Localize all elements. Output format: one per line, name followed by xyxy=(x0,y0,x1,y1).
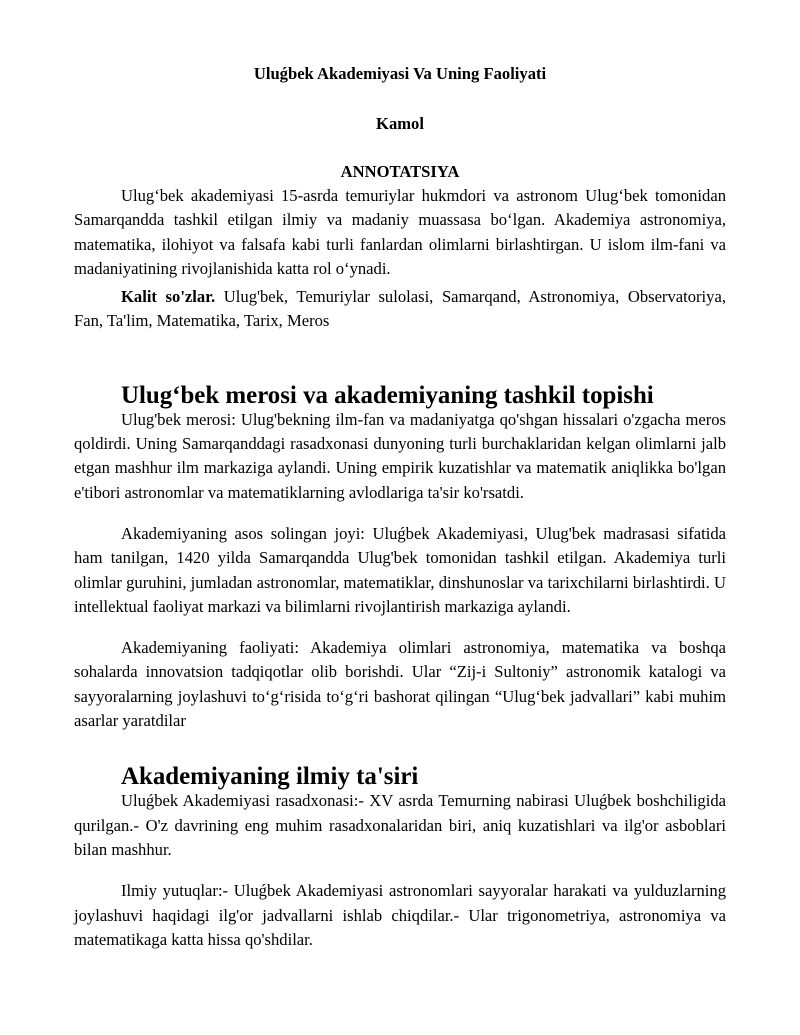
section-heading-scientific-impact: Akademiyaning ilmiy ta'siri xyxy=(121,763,419,791)
section-paragraph: Akademiyaning faoliyati: Akademiya olimlari astronomiya, matematika va boshqa sohalarda innovatsion tadqiqotlar olib borishdi. Ular “Zij-i Sultoniy” astronomik katalogi va sayyoralarning joylashuvi to‘g‘risida to‘g‘ri bashorat qilingan “Ulug‘bek jadvallari” kabi muhim asarlar yaratdilar xyxy=(74,638,726,731)
keywords-label: Kalit so'zlar. xyxy=(121,287,216,307)
section-paragraph: Akademiyaning asos solingan joyi: Uluǵbek Akademiyasi, Ulug'bek madrasasi sifatida ham tanilgan, 1420 yilda Samarqandda Ulug'bek tomonidan tashkil etilgan. Akademiya turli olimlar guruhini, jumladan astronomlar, matematiklar, dinshunoslar va tarixchilarni birlashtirdi. U intellektual faoliyat markazi va bilimlarni rivojlantirish markaziga aylandi. xyxy=(74,523,726,616)
annotation-heading: ANNOTATSIYA xyxy=(340,162,460,181)
keywords-paragraph xyxy=(74,285,726,334)
section-paragraph: Ilmiy yutuqlar:- Uluǵbek Akademiyasi astronomlari sayyoralar harakati va yulduzlarning joylashuvi haqidagi ilg'or jadvallarni ishlab chiqdilar.- Ular trigonometriya, astronomiya va matematikaga katta hissa qo'shdilar. xyxy=(74,881,726,949)
paper-title: Uluǵbek Akademiyasi Va Uning Faoliyati xyxy=(253,64,547,83)
keywords-list: Ulug'bek, Temuriylar sulolasi, Samarqand, Astronomiya, Observatoriya, Fan, Ta'lim, Matematika, Tarix, Meros xyxy=(74,287,726,331)
author-name: Kamol xyxy=(376,114,424,133)
annotation-text: Ulug‘bek akademiyasi 15-asrda temuriylar hukmdori va astronom Ulug‘bek tomonidan Samarqandda tashkil etilgan ilmiy va madaniy muassasa bo‘lgan. Akademiya astronomiya, matematika, ilohiyot va falsafa kabi turli fanlardan olimlarni birlashtirgan. U islom ilm-fani va madaniyatining rivojlanishida katta rol o‘ynadi. xyxy=(74,186,726,278)
section-paragraph: Ulug'bek merosi: Ulug'bekning ilm-fan va madaniyatga qo'shgan hissalari o'zgacha meros qoldirdi. Uning Samarqanddagi rasadxonasi dunyoning turli burchaklaridan kelgan olimlarni jalb etgan mashhur ilm markaziga aylandi. Uning empirik kuzatishlar va matematik aniqlikka bo'lgan e'tibori astronomlar va matematiklarning avlodlariga ta'sir ko'rsatdi. xyxy=(74,409,726,502)
section-heading-legacy: Ulug‘bek merosi va akademiyaning tashkil topishi xyxy=(121,381,654,409)
section-paragraph: Uluǵbek Akademiyasi rasadxonasi:- XV asrda Temurning nabirasi Uluǵbek boshchiligida qurilgan.- O'z davrining eng muhim rasadxonalaridan biri, aniq kuzatishlari va ilg'or asboblari bilan mashhur. xyxy=(74,791,726,859)
